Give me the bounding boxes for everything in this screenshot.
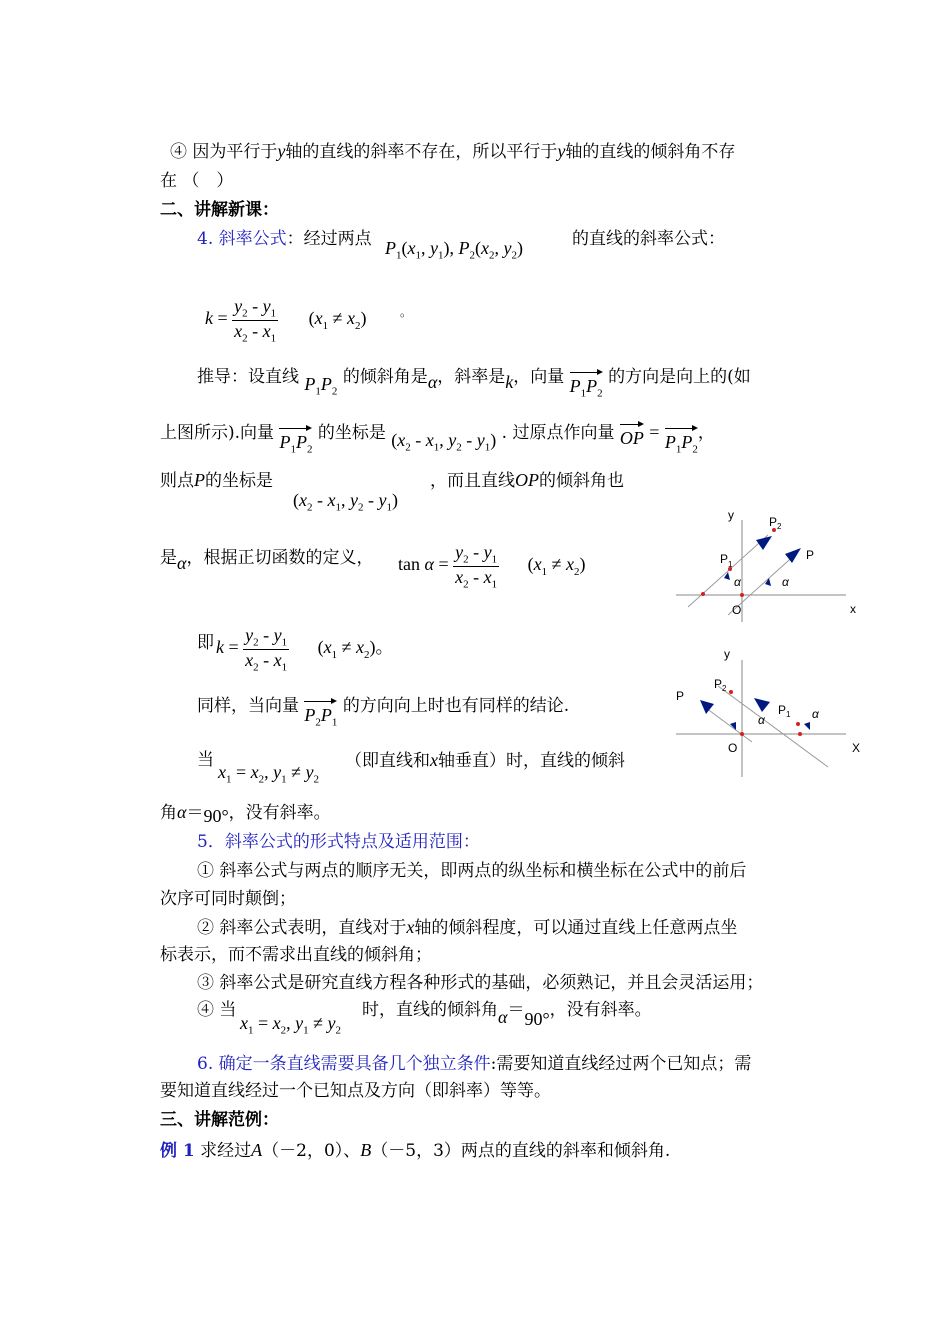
fig2-arrow-p1 xyxy=(754,698,770,712)
section-heading-3: 三、讲解范例： xyxy=(160,1110,279,1130)
fig2-label-p: P xyxy=(676,689,685,703)
fig2-point-o xyxy=(740,732,744,736)
s5-item-4-condition: $x_1 = x_2$, $y_1 \ne y_2$ xyxy=(240,1013,342,1037)
fig2-label-p1: P xyxy=(778,703,787,717)
fig1-label-p1-sub: 1 xyxy=(728,560,733,569)
fig1-label-p1: P xyxy=(720,552,729,566)
fig2-label-x: X xyxy=(852,741,861,755)
slope-formula-heading: 4. 斜率公式 xyxy=(197,229,287,249)
fig2-label-alpha-2: α xyxy=(812,707,819,721)
fig2-label-y: y xyxy=(724,647,730,661)
slope-formula-intro: 4. 斜率公式：经过两点 xyxy=(197,229,372,249)
fig1-label-p2-sub: 2 xyxy=(777,522,782,531)
section-6-heading: 6. 确定一条直线需要具备几个独立条件 xyxy=(197,1054,491,1074)
fig1-line-p1p2 xyxy=(688,535,768,607)
fig2-point-p1 xyxy=(796,722,800,726)
item-4-line2: 在 （ ） xyxy=(160,171,234,191)
example-1-label: 例 1 xyxy=(160,1141,195,1161)
derivation-line1: 推导：设直线 $P_1P_2$ 的倾斜角是α，斜率是k，向量 $P_1P_2$ 的方向是向上的(如 xyxy=(197,367,751,404)
s5-item-4: ④ 当 xyxy=(197,1000,237,1020)
fig1-arrow-p xyxy=(785,548,801,563)
two-points-expression: $P_1(x_1$, $y_1$), $P_2(x_2$, $y_2$) xyxy=(385,238,523,262)
fig1-label-p: P xyxy=(806,548,815,562)
fig1-point-a xyxy=(701,592,705,596)
slope-conclusion-formula: k = $\frac{y_2 - y_1}{x_2 - x_1}$ $(x_1 \ne x_2)$。 xyxy=(216,625,394,674)
fig2-label-p1-sub: 1 xyxy=(786,710,791,719)
s5-item-3: ③ 斜率公式是研究直线方程各种形式的基础，必须熟记，并且会灵活运用； xyxy=(197,973,764,993)
derivation-line4: 是α，根据正切函数的定义， xyxy=(160,548,374,573)
s5-item-1-line2: 次序可同时颠倒； xyxy=(160,889,296,909)
s5-item-1-line1: ① 斜率公式与两点的顺序无关，即两点的纵坐标和横坐标在公式中的前后 xyxy=(197,861,747,881)
vertical-condition: $x_1 = x_2$, $y_1 \ne y_2$ xyxy=(218,762,320,786)
section-6-line1: 6. 确定一条直线需要具备几个独立条件:需要知道直线经过两个已知点；需 xyxy=(197,1054,752,1074)
fig1-label-alpha-2: α xyxy=(782,575,789,589)
item-4-line1: ④ 因为平行于y轴的直线的斜率不存在，所以平行于y轴的直线的倾斜角不存 xyxy=(170,141,736,162)
section-6-line2: 要知道直线经过一个已知点及方向（即斜率）等等。 xyxy=(160,1081,551,1101)
figure-downward-vector xyxy=(670,642,870,782)
derivation-line3: 则点P的坐标是 xyxy=(160,470,273,491)
section-5-heading: 5．斜率公式的形式特点及适用范围： xyxy=(197,832,480,852)
fig1-label-y: y xyxy=(728,508,734,522)
fig1-point-o xyxy=(740,593,744,597)
fig1-label-x: x xyxy=(850,602,856,616)
point-p-coordinates: ($x_2 - x_1$, $y_2 - y_1$) xyxy=(293,490,398,514)
fig1-arrow-p2 xyxy=(756,536,772,550)
fig2-point-b xyxy=(798,732,802,736)
derivation-line2: 上图所示).向量 $P_1P_2$ 的坐标是 ($x_2 - x_1$, $y_2 - y_1$) . 过原点作向量 OP = $P_1P_2$， xyxy=(160,422,715,460)
derivation-line8: 角α＝90°，没有斜率。 xyxy=(160,802,331,826)
slope-formula-intro-end: 的直线的斜率公式： xyxy=(572,229,725,249)
derivation-line7-end: （即直线和x轴垂直）时，直线的倾斜 xyxy=(345,750,625,771)
fig1-label-alpha-1: α xyxy=(734,575,741,589)
derivation-line5: 即 xyxy=(197,633,214,653)
fig1-label-p2: P xyxy=(769,515,778,529)
fig2-point-p2 xyxy=(729,690,733,694)
tangent-formula: tan α = $\frac{y_2 - y_1}{x_2 - x_1}$ $(x_1 \ne x_2)$ xyxy=(398,542,586,591)
example-1: 例 1 求经过A（－2，0）、B（－5，3）两点的直线的斜率和倾斜角. xyxy=(160,1140,671,1161)
fig2-label-o: O xyxy=(728,741,738,755)
fig2-label-p2-sub: 2 xyxy=(722,684,727,693)
formula-period: 。 xyxy=(400,305,413,319)
derivation-line3-end: ，而且直线OP的倾斜角也 xyxy=(430,470,624,491)
derivation-line7: 当 xyxy=(197,750,214,770)
section-heading-2: 二、讲解新课： xyxy=(160,200,279,220)
s5-item-4-end: 时，直线的倾斜角α＝90°，没有斜率。 xyxy=(362,1000,652,1029)
fig2-label-p2: P xyxy=(714,677,723,691)
slope-formula: k = $\frac{y_2 - y_1}{x_2 - x_1}$ $(x_1 \ne x_2)$ xyxy=(205,296,367,345)
fig2-label-alpha-1: α xyxy=(758,713,765,727)
fig1-label-o: O xyxy=(732,603,742,617)
fig2-angle-mark-2 xyxy=(804,722,810,730)
figure-upward-vector xyxy=(670,500,870,625)
fig2-line-op xyxy=(706,708,752,742)
s5-item-2-line2: 标表示，而不需求出直线的倾斜角； xyxy=(160,945,432,965)
derivation-line6: 同样，当向量 $P_2P_1$ 的方向向上时也有同样的结论. xyxy=(197,696,569,733)
s5-item-2-line1: ② 斜率公式表明，直线对于x轴的倾斜程度，可以通过直线上任意两点坐 xyxy=(197,917,738,938)
